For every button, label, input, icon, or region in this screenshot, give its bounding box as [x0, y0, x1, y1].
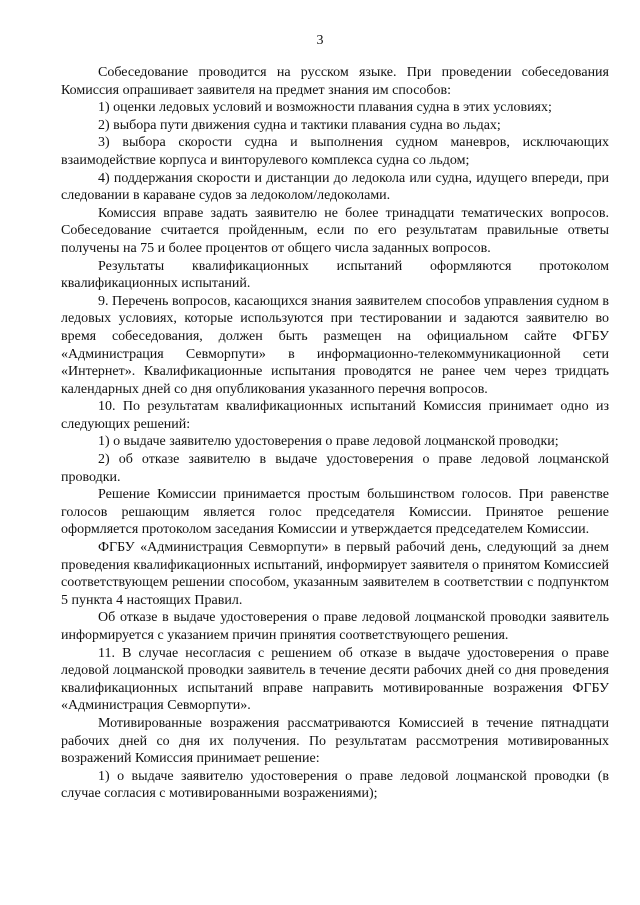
- paragraph-question-limit: Комиссия вправе задать заявителю не более тринадцати тематических вопросов. Собеседование считается пройденным, если по его результатам правильные ответы получены на 75 и более процентов от общего числа заданных вопросов.: [61, 205, 609, 256]
- paragraph-notification: ФГБУ «Администрация Севморпути» в первый рабочий день, следующий за днем проведения квалификационных испытаний, информирует заявителя о принятом Комиссией соответствующем решении способом, указанным заявителем в соответствии с подпунктом 5 пункта 4 настоящих Правил.: [61, 540, 609, 608]
- paragraph-refusal-reasons: Об отказе в выдаче удостоверения о праве ледовой лоцманской проводки заявитель информируется с указанием причин принятия соответствующего решения.: [61, 610, 609, 643]
- paragraph-interview-intro: Собеседование проводится на русском языке. При проведении собеседования Комиссия опрашивает заявителя на предмет знания им способов:: [61, 65, 609, 98]
- list-item-4-convoy-distance: 4) поддержания скорости и дистанции до ледокола или судна, идущего впереди, при следовании в караване судов за ледоколом/ледоколами.: [61, 170, 609, 204]
- paragraph-clause-10: 10. По результатам квалификационных испытаний Комиссия принимает одно из следующих решений:: [61, 399, 609, 432]
- document-body: [61, 64, 609, 803]
- paragraph-results-protocol: Результаты квалификационных испытаний оформляются протоколом квалификационных испытаний.: [61, 258, 609, 292]
- page-number: 3: [316, 33, 324, 48]
- paragraph-objections-review: Мотивированные возражения рассматриваются Комиссией в течение пятнадцати рабочих дней со дня их получения. По результатам рассмотрения мотивированных возражений Комиссия принимает решение:: [61, 715, 609, 767]
- list-item-3-speed-maneuvers: 3) выбора скорости судна и выполнения судном маневров, исключающих взаимодействие корпуса и винторулевого комплекса судна со льдом;: [61, 135, 609, 168]
- list-item-2-route-choice: 2) выбора пути движения судна и тактики плавания судна во льдах;: [98, 117, 501, 133]
- list-item-1-ice-assessment: 1) оценки ледовых условий и возможности плавания судна в этих условиях;: [98, 100, 552, 116]
- paragraph-clause-9: 9. Перечень вопросов, касающихся знания заявителем способов управления судном в ледовых условиях, которые используются при тестировании и задаются заявителю во время собеседования, должен быть размещен на официальном сайте ФГБУ «Администрация Севморпути» в информационно-телекоммуникационной сети «Интернет». Квалификационные испытания проводятся не ранее чем через тридцать календарных дней со дня опубликования указанного перечня вопросов.: [61, 293, 609, 397]
- paragraph-majority-vote: Решение Комиссии принимается простым большинством голосов. При равенстве голосов решающим является голос председателя Комиссии. Принятое решение оформляется протоколом заседания Комиссии и утверждается председателем Комиссии.: [61, 487, 609, 538]
- paragraph-clause-11: 11. В случае несогласия с решением об отказе в выдаче удостоверения о праве ледовой лоцманской проводки заявитель в течение десяти рабочих дней со дня проведения квалификационных испытаний вправе направить мотивированные возражения ФГБУ «Администрация Севморпути».: [61, 645, 609, 714]
- list-item-decision-issue: 1) о выдаче заявителю удостоверения о праве ледовой лоцманской проводки;: [98, 434, 559, 450]
- list-item-objection-issue: 1) о выдаче заявителю удостоверения о праве ледовой лоцманской проводки (в случае согласия с мотивированными возражениями);: [61, 768, 609, 802]
- list-item-decision-refuse: 2) об отказе заявителю в выдаче удостоверения о праве ледовой лоцманской проводки.: [61, 452, 609, 485]
